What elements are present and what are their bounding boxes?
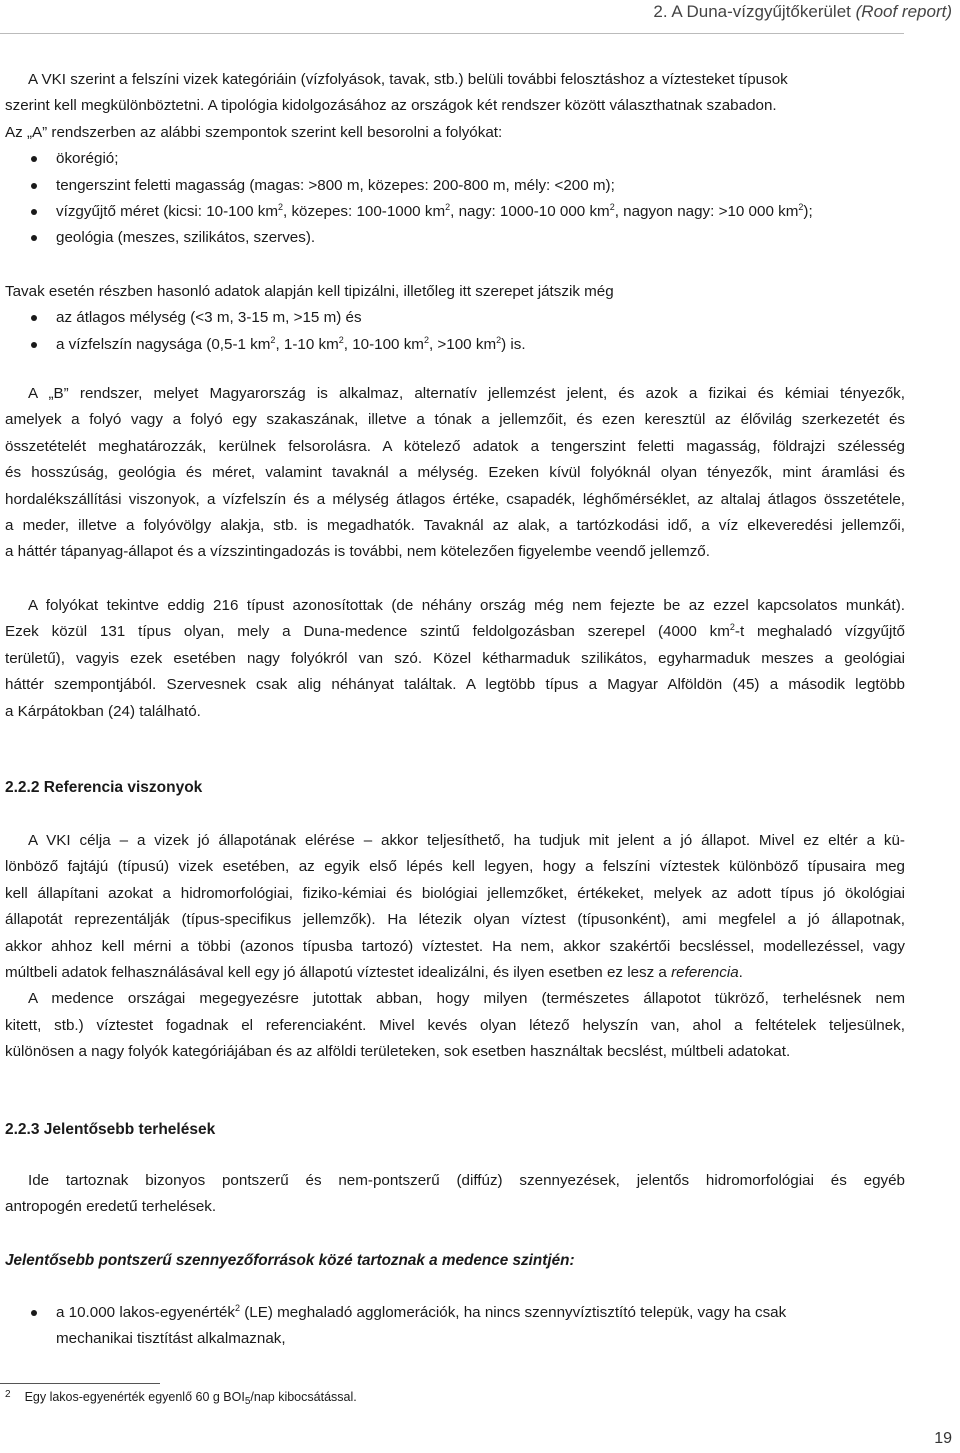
list-item: a 10.000 lakos-egyenérték$^2$ (LE) meghaladó agglomerációk, ha nincs szennyvíztisztító telepük, vagy ha csak bbox=[5, 1300, 905, 1326]
text-line: a meder, illetve a folyóvölgy alakja, stb. is megadhatók. Tavaknál az alak, a tartózkodási idő, a víz elkeveredési jellemzői, bbox=[5, 516, 905, 534]
paragraph-typology-intro bbox=[5, 67, 905, 252]
running-header bbox=[653, 2, 952, 22]
header-chapter: 2. A Duna-vízgyűjtőkerület bbox=[653, 2, 856, 21]
text-line: A medence országai megegyezésre jutottak abban, hogy milyen (természetes állapotot tükröző, terhelésnek nem bbox=[28, 990, 905, 1008]
text-line: antropogén eredetű terhelések. bbox=[5, 1198, 217, 1216]
list-item: vízgyűjtő méret (kicsi: 10-100 $km^2$, közepes: 100-1000 $km^2$, nagy: 1000-10 000 $km^2$, nagyon nagy: >10 000 $km^2$); bbox=[5, 199, 905, 225]
text-line: Az „A” rendszerben az alábbi szempontok szerint kell besorolni a folyókat: bbox=[5, 123, 503, 141]
list-item: a vízfelszín nagysága (0,5-1 $km^2$, 1-10 $km^2$, 10-100 $km^2$, >100 $km^2$) is. bbox=[5, 332, 905, 358]
text-line: mechanikai tisztítást alkalmaznak, bbox=[56, 1330, 286, 1348]
text-line: Ezek közül 131 típus olyan, mely a Duna-medence szintű feldolgozásban szerepel (4000 $km^2-t$ meghaladó vízgyűjtő bbox=[5, 622, 905, 641]
text-line: Tavak esetén részben hasonló adatok alapján kell tipizálni, illetőleg itt szerepet játszik még bbox=[5, 283, 614, 300]
text-line: kitett, stb.) víztestet fogadnak el referenciaként. Mivel kevés olyan létező helyszín van, ahol a feltételek teljesülnek, bbox=[5, 1016, 905, 1034]
list-point-sources bbox=[5, 1300, 905, 1353]
page-number: 19 bbox=[934, 1430, 952, 1447]
section-heading-2-2-3: 2.2.3 Jelentősebb terhelések bbox=[5, 1121, 216, 1138]
text-line: akkor ahhoz kell mérni a többi (azonos típusba tartozó) víztestet. Ha nem, akkor szakértői becsléssel, modellezéssel, vagy bbox=[5, 937, 905, 955]
text-line: A VKI szerint a felszíni vizek kategóriáin (vízfolyások, tavak, stb.) belüli további felosztáshoz a víztesteket típusok bbox=[28, 71, 788, 88]
text-line: háttér szempontjából. Szervesnek csak alig néhányat találtak. A legtöbb típus a Magyar Alföldön (45) a második legtöbb bbox=[5, 676, 905, 694]
footnote: $^2$ Egy lakos-egyenérték egyenlő 60 g $BOI_5$/nap kibocsátással. bbox=[5, 1389, 357, 1407]
header-chapter-italic: (Roof report) bbox=[855, 2, 952, 21]
list-item: ökorégió; bbox=[5, 146, 905, 172]
subheading-point-sources: Jelentősebb pontszerű szennyezőforrások közé tartoznak a medence szintjén: bbox=[5, 1252, 575, 1269]
paragraph-pressures bbox=[5, 1168, 905, 1221]
text-line: múltbeli adatok felhasználásával kell egy jó állapotú víztestet idealizálni, és ilyen esetben ez lesz a referencia. bbox=[5, 963, 743, 981]
text-line: különösen a nagy folyók kategóriájában és az alföldi területeken, sok esetben használtak becslést, múltbeli adatokat. bbox=[5, 1043, 791, 1061]
section-heading-2-2-2: 2.2.2 Referencia viszonyok bbox=[5, 779, 203, 796]
paragraph-river-types bbox=[5, 593, 905, 725]
text-line: A VKI célja – a vizek jó állapotának elérése – akkor teljesíthető, ha tudjuk mit jelent a jó állapot. Mivel ez eltér a kü- bbox=[28, 832, 905, 849]
text-line: A folyókat tekintve eddig 216 típust azonosítottak (de néhány ország még nem fejezte be az ezzel kapcsolatos munkát). bbox=[28, 597, 905, 614]
text-line: lönböző fajtájú (típusú) vizek esetében, az egyik első lépés kell legyen, hogy a felszíni víztestek különböző típusaira meg bbox=[5, 858, 905, 876]
paragraph-system-b bbox=[5, 381, 905, 566]
header-rule bbox=[0, 33, 904, 34]
text-line: állapotát reprezentálják (típus-specifikus jellemzők). Ha létezik olyan víztest (típusonként), ami megfelel a jó állapotnak, bbox=[5, 911, 905, 929]
paragraph-lakes bbox=[5, 279, 905, 358]
footnote-rule bbox=[0, 1383, 160, 1384]
text-line: szerint kell megkülönböztetni. A tipológia kidolgozásához az országok két rendszer között választhatnak szabadon. bbox=[5, 97, 777, 115]
text-line: kell állapítani azokat a hidromorfológiai, fiziko-kémiai és biológiai jellemzőket, értékeket, melyek az adott típus jó ökológiai bbox=[5, 884, 905, 902]
text-line: Ide tartoznak bizonyos pontszerű és nem-pontszerű (diffúz) szennyezések, jelentős hidromorfológiai és egyéb bbox=[28, 1172, 905, 1189]
footnote-number: 2 bbox=[5, 1389, 11, 1400]
paragraph-reference-conditions bbox=[5, 828, 905, 1066]
list-item: tengerszint feletti magasság (magas: >800 m, közepes: 200-800 m, mély: <200 m); bbox=[5, 173, 905, 199]
text-line: A „B” rendszer, melyet Magyarország is alkalmaz, alternatív jellemzést jelent, és azok a fizikai és kémiai tényezők, bbox=[28, 385, 905, 402]
text-line: amelyek a folyó vagy a folyó egy szakaszának, illetve a tónak a jellemzőit, és ezen keresztül az élővilág szerkezetét és bbox=[5, 411, 905, 429]
text-line: a Kárpátokban (24) található. bbox=[5, 702, 201, 720]
list-item: geológia (meszes, szilikátos, szerves). bbox=[5, 225, 905, 251]
text-line: összetételét meghatározzák, kerülnek felsorolásra. A kötelező adatok a tengerszint feletti magasság, földrajzi szélesség bbox=[5, 437, 905, 455]
text-line: területű), vagyis ezek esetében nagy folyókról van szó. Közel kétharmaduk szilikátos, egyharmaduk meszes a geológiai bbox=[5, 649, 905, 667]
text-line: hordalékszállítási viszonyok, a vízfelszín és a mélység átlagos értéke, csapadék, léghőmérséklet, az altalaj átlagos összetétele, bbox=[5, 490, 905, 508]
text-line: és hosszúság, geológia és méret, valamint tavaknál a mélység. Ezeken kívül folyóknál olyan tényezők, mint áramlási és bbox=[5, 464, 905, 482]
list-item: az átlagos mélység (<3 m, 3-15 m, >15 m) és bbox=[5, 305, 905, 331]
text-line: a háttér tápanyag-állapot és a vízszintingadozás is további, nem kötelezően figyelembe veendő jellemző. bbox=[5, 543, 710, 561]
